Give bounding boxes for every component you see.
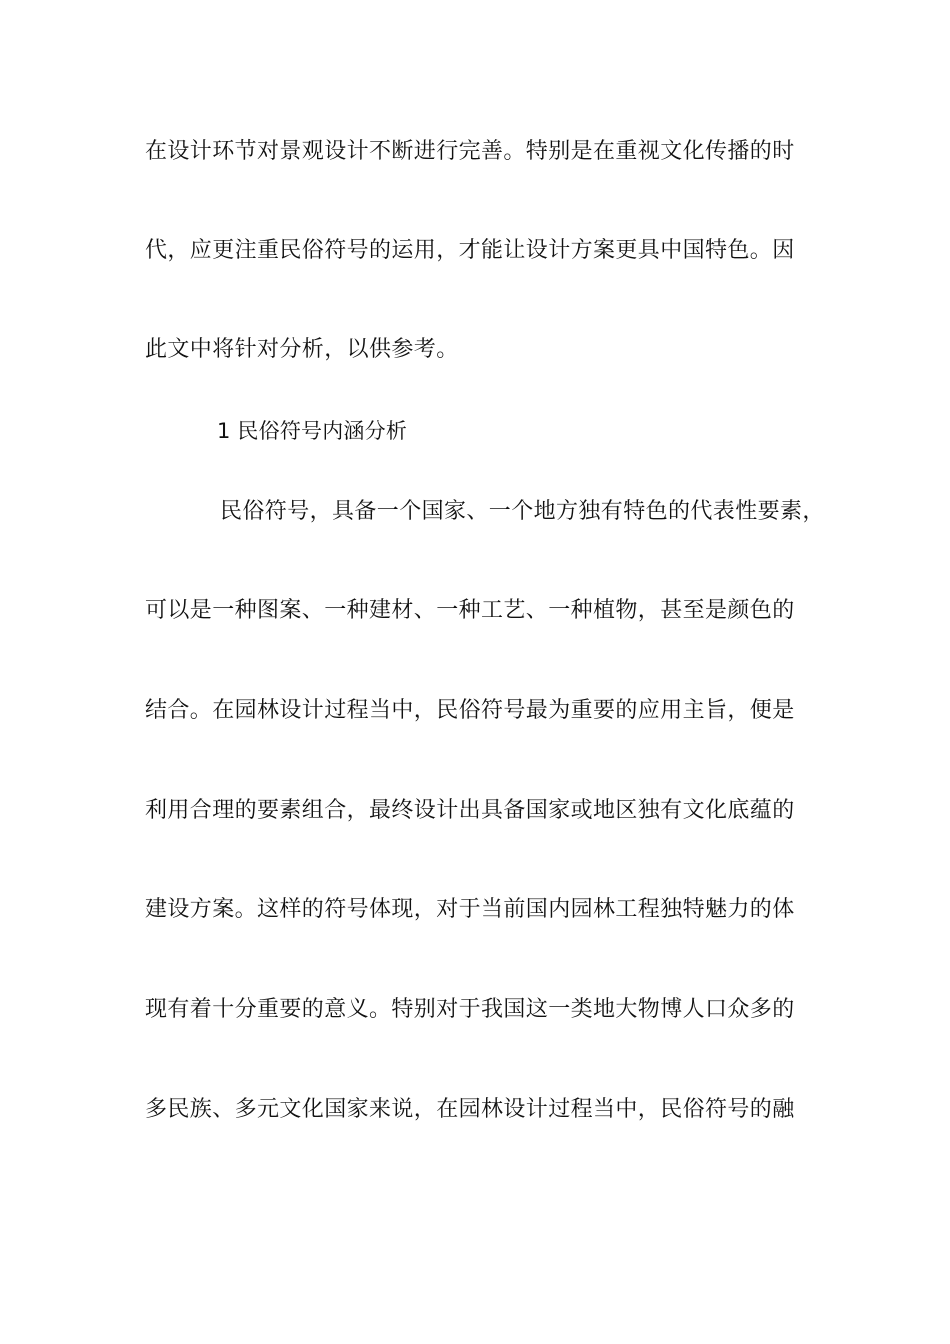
paragraph-line-2: 可以是一种图案、一种建材、一种工艺、一种植物，甚至是颜色的 <box>145 598 795 623</box>
text-line-1: 在设计环节对景观设计不断进行完善。特别是在重视文化传播的时 <box>145 139 795 164</box>
paragraph-line-4: 利用合理的要素组合，最终设计出具备国家或地区独有文化底蕴的 <box>145 798 795 823</box>
section-heading: 1 民俗符号内涵分析 <box>217 419 408 443</box>
paragraph-line-3: 结合。在园林设计过程当中，民俗符号最为重要的应用主旨，便是 <box>145 698 795 723</box>
paragraph-line-1: 民俗符号，具备一个国家、一个地方独有特色的代表性要素， <box>220 499 825 524</box>
text-line-2: 代，应更注重民俗符号的运用，才能让设计方案更具中国特色。因 <box>145 238 795 263</box>
paragraph-line-5: 建设方案。这样的符号体现，对于当前国内园林工程独特魅力的体 <box>145 897 795 922</box>
paragraph-line-6: 现有着十分重要的意义。特别对于我国这一类地大物博人口众多的 <box>145 997 795 1022</box>
text-line-3: 此文中将针对分析，以供参考。 <box>145 337 459 362</box>
paragraph-line-7: 多民族、多元文化国家来说，在园林设计过程当中，民俗符号的融 <box>145 1097 795 1122</box>
